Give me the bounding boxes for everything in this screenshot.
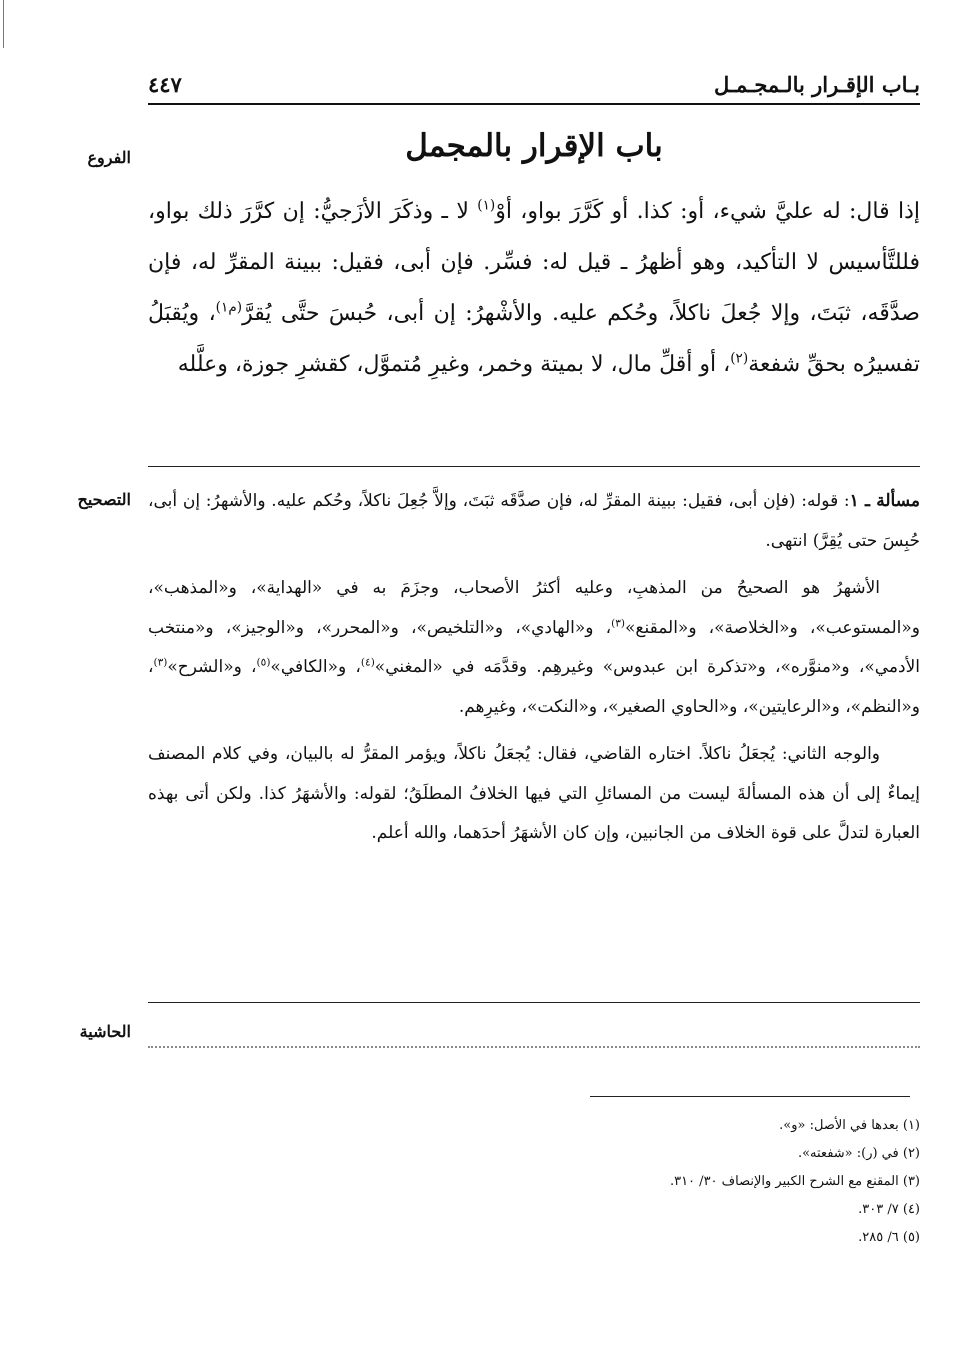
tashih-paragraph-2-part-d: ، و«الشرح» bbox=[167, 657, 257, 677]
hashiya-dotted-line bbox=[148, 1046, 920, 1048]
tashih-paragraph-2 bbox=[148, 569, 920, 727]
footnote-item: (٥) ٦/ ٢٨٥. bbox=[858, 1230, 920, 1245]
footnote-ref-3: (٣) bbox=[611, 616, 626, 629]
footnote-item: (٢) في (ر): «شفعته». bbox=[797, 1146, 920, 1161]
section-divider bbox=[148, 466, 920, 467]
footnote-ref-m1: (م١) bbox=[215, 299, 243, 316]
side-label-tashih: التصحيح bbox=[77, 490, 131, 509]
footnote-item: (٣) المقنع مع الشرح الكبير والإنصاف ٣٠/ ٣١٠. bbox=[669, 1174, 920, 1189]
tashih-paragraph-1-text: : قوله: (فإن أبى، فقيل: ببينة المقرِّ له، فإن صدَّقَه ثبَتَ، وإلاَّ جُعِلَ ناكلاً، وحُكم عليه. والأشهرُ: إن أبى، حُبِسَ حتى يُقِرَّ) انتهى. bbox=[148, 491, 920, 551]
tashih-paragraph-3: والوجه الثاني: يُجعَلُ ناكلاً. اختاره القاضي، فقال: يُجعَلُ ناكلاً، ويؤمر المقرُّ له بالبيان، وفي كلام المصنف إيماءٌ إلى أن هذه المسألةَ ليست من المسائلِ التي فيها الخلافُ المطلَقُ؛ لقوله: والأشهَرُ كذا. ولكن أتى بهذه العبارة لتدلَّ على قوة الخلاف من الجانبين، وإن كان الأشهَرُ أحدَهما، والله أعلم. bbox=[148, 744, 920, 843]
chapter-title: باب الإقرار بالمجمل bbox=[405, 128, 663, 164]
footnote-item: (١) بعدها في الأصل: «و». bbox=[779, 1118, 920, 1133]
section-divider bbox=[148, 1002, 920, 1003]
footnote-item: (٤) ٧/ ٣٠٣. bbox=[858, 1202, 920, 1217]
running-title: بـاب الإقـرار بالـمجـمـل bbox=[713, 72, 920, 97]
page-edge-line bbox=[3, 0, 4, 48]
main-text-part-2: لا ـ وذكَرَ الأزَجيُّ: إن كرَّرَ ذلك بواو، فللتَّأسيس لا التأكيد، وهو أظهرُ ـ قيل له: فسِّر. فإن أبى، فقيل: ببينة المقرِّ له، فإن صدَّقَه، ثبَتَ، وإلا جُعلَ ناكلاً، وحُكم عليه. والأشْهرُ: إن أبى، حُبسَ حتَّى يُقرَّ bbox=[148, 199, 920, 326]
footnote-ref-3b: (٣) bbox=[153, 656, 168, 669]
main-text-part-1: إذا قال: له عليَّ شيء، أو: كذا. أو كَرَّرَ بواو، أوْ bbox=[495, 199, 920, 224]
tashih-paragraph-2-part-e: ، و«النظم»، و«الرعايتين»، و«الحاوي الصغير»، و«النكت»، وغيرِهم. bbox=[148, 657, 920, 717]
tashih-section bbox=[148, 482, 920, 862]
footnote-ref-1: (١) bbox=[477, 197, 496, 214]
header-rule bbox=[148, 103, 920, 105]
page-number: ٤٤٧ bbox=[148, 72, 182, 97]
footnote-ref-2: (٢) bbox=[730, 350, 749, 367]
masala-heading: مسألة ـ ١ bbox=[849, 491, 920, 511]
side-label-hashiya: الحاشية bbox=[79, 1022, 131, 1041]
running-header bbox=[148, 70, 920, 104]
footnote-rule bbox=[590, 1096, 910, 1097]
footnote-ref-4: (٤) bbox=[360, 656, 375, 669]
tashih-paragraph-2-part-b: ، و«الهادي»، و«التلخيص»، و«المحرر»، و«الوجيز»، و«منتخب الأدمي»، و«منوَّره»، و«تذكرة ابن عبدوس» وغيرهِم. وقدَّمَه في «المغني» bbox=[148, 617, 920, 677]
footnote-ref-5: (٥) bbox=[256, 656, 271, 669]
tashih-paragraph-2-part-c: ، و«الكافي» bbox=[270, 657, 361, 677]
side-label-furu: الفروع bbox=[87, 148, 131, 167]
main-text bbox=[148, 186, 920, 390]
main-text-part-4: ، أو أقلِّ مال، لا بميتة وخمر، وغيرِ مُتموَّل، كقشرِ جوزة، وعلَّله bbox=[177, 352, 731, 377]
tashih-paragraph-2-part-a: الأشهرُ هو الصحيحُ من المذهبِ، وعليه أكثرُ الأصحاب، وجزَمَ به في «الهداية»، و«المذهب»، و«المستوعب»، و«الخلاصة»، و«المقنع» bbox=[148, 578, 920, 638]
footnotes bbox=[148, 1112, 920, 1252]
main-text-part-3: ، ويُقبَلُ تفسيرُه بحقِّ شفعة bbox=[148, 301, 920, 377]
tashih-paragraph-1 bbox=[148, 482, 920, 561]
